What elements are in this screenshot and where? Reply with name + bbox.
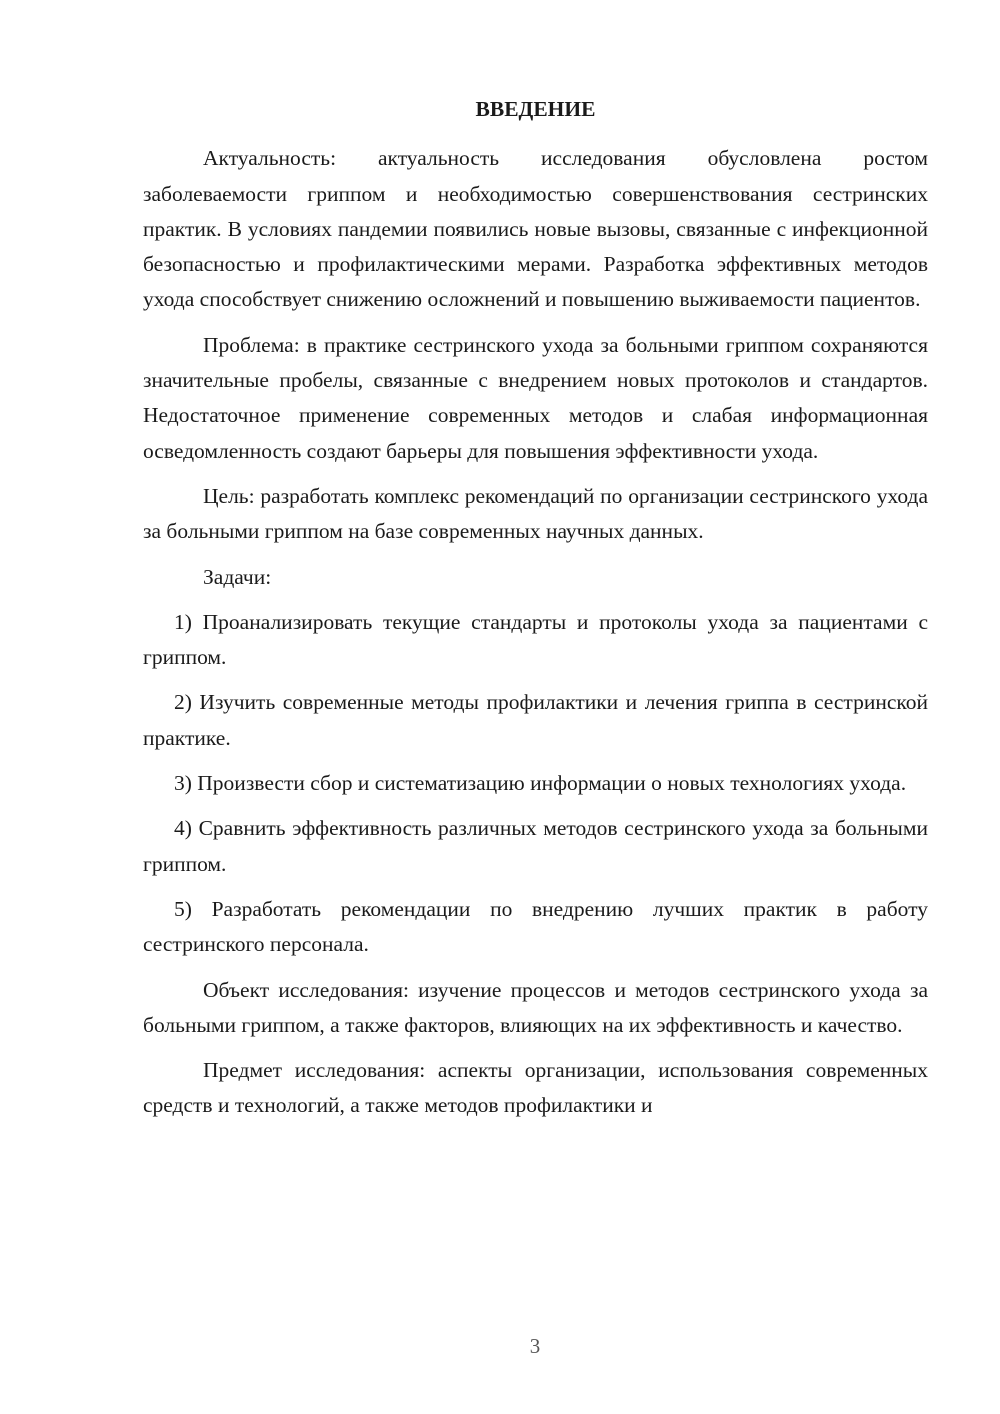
section-title: ВВЕДЕНИЕ <box>475 97 596 121</box>
task-item-2: 2) Изучить современные методы профилактики и лечения гриппа в сестринской практике. <box>143 690 928 750</box>
page-content <box>143 92 928 1134</box>
paragraph-goal: Цель: разработать комплекс рекомендаций по организации сестринского ухода за больными гриппом на базе современных научных данных. <box>143 483 928 544</box>
task-item-3: 3) Произвести сбор и систематизацию информации о новых технологиях ухода. <box>174 771 907 796</box>
task-item-5: 5) Разработать рекомендации по внедрению лучших практик в работу сестринского персонала. <box>143 896 928 957</box>
tasks-label: Задачи: <box>203 564 272 589</box>
task-item-4: 4) Сравнить эффективность различных методов сестринского ухода за больными гриппом. <box>143 816 928 876</box>
paragraph-subject: Предмет исследования: аспекты организации, использования современных средств и технологий, а также методов профилактики и <box>143 1058 928 1118</box>
paragraph-relevance: Актуальность: актуальность исследования обусловлена ростом заболеваемости гриппом и необходимостью совершенствования сестринских практик. В условиях пандемии появились новые вызовы, связанные с инфекционной безопасностью и профилактическими мерами. Разработка эффективных методов ухода способствует снижению осложнений и повышению выживаемости пациентов. <box>143 146 928 312</box>
task-item-1: 1) Проанализировать текущие стандарты и протоколы ухода за пациентами с гриппом. <box>143 609 928 670</box>
page-number: 3 <box>529 1334 541 1358</box>
paragraph-problem: Проблема: в практике сестринского ухода за больными гриппом сохраняются значительные пробелы, связанные с внедрением новых протоколов и стандартов. Недостаточное применение современных методов и слабая информационная осведомленность создают барьеры для повышения эффективности ухода. <box>143 332 928 463</box>
paragraph-object: Объект исследования: изучение процессов и методов сестринского ухода за больными гриппом, а также факторов, влияющих на их эффективность и качество. <box>143 977 928 1037</box>
